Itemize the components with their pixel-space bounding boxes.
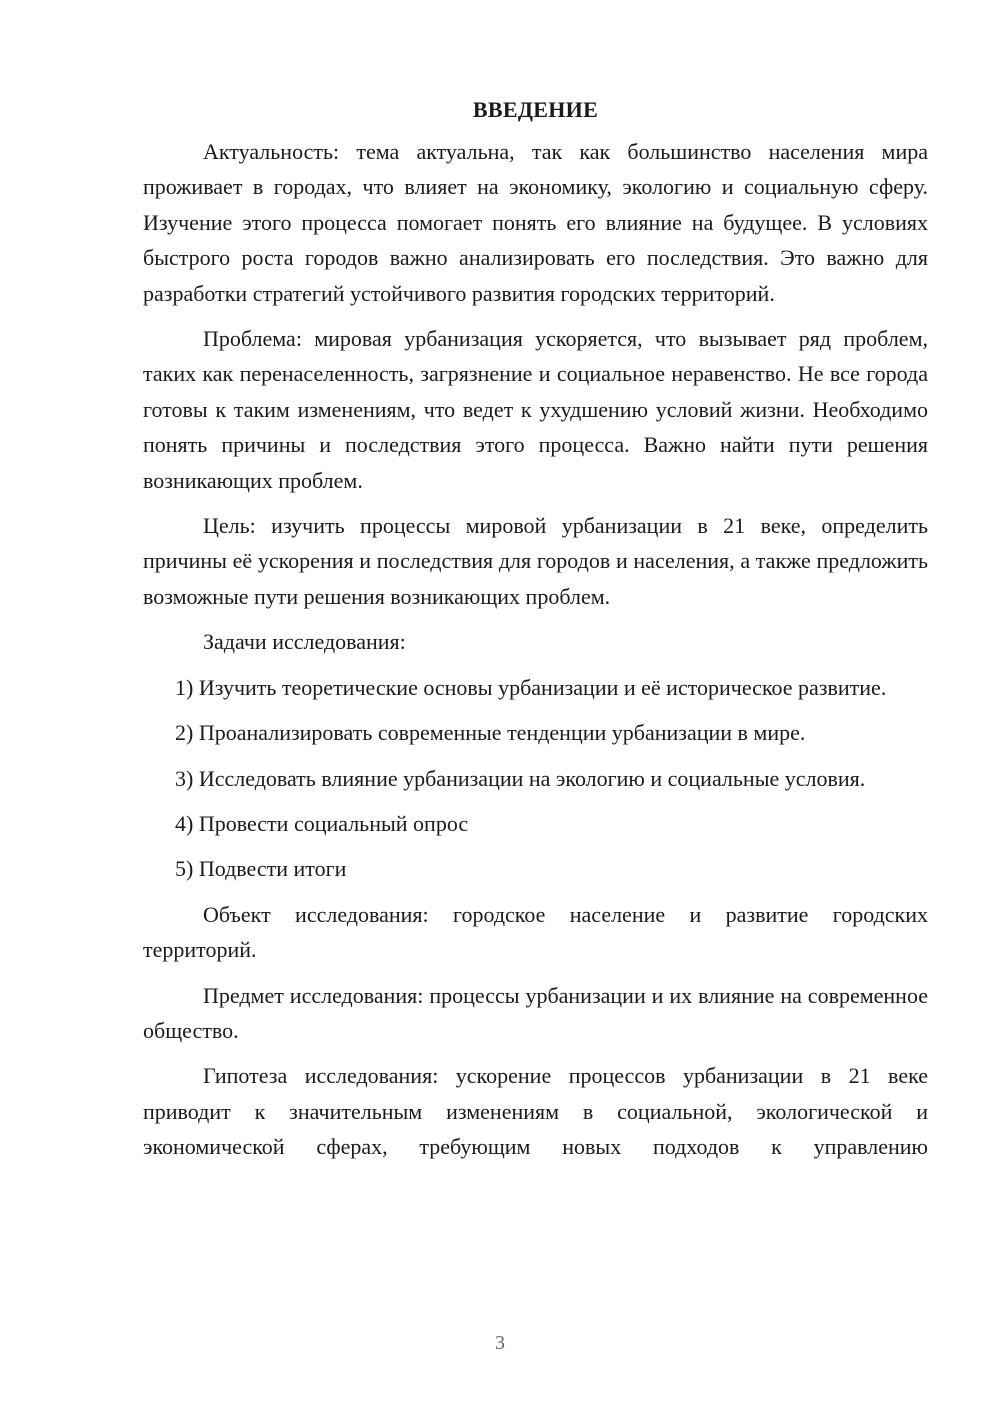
object-paragraph: Объект исследования: городское население и развитие городских территорий. (143, 901, 928, 963)
hypothesis-paragraph: Гипотеза исследования: ускорение процессов урбанизации в 21 веке приводит к значительным изменениям в социальной, экологической и экономической сферах, требующим новых подходов к управлению (143, 1063, 928, 1160)
list-item: 5) Подвести итоги (175, 856, 347, 882)
goal-paragraph: Цель: изучить процессы мировой урбанизации в 21 веке, определить причины её ускорения и последствия для городов и населения, а также предложить возможные пути решения возникающих проблем. (143, 513, 928, 609)
problem-paragraph: Проблема: мировая урбанизация ускоряется, что вызывает ряд проблем, таких как перенаселенность, загрязнение и социальное неравенство. Не все города готовы к таким изменениям, что ведет к ухудшению условий жизни. Необходимо понять причины и последствия этого процесса. Важно найти пути решения возникающих проблем. (143, 326, 928, 493)
list-item: 1) Изучить теоретические основы урбанизации и её историческое развитие. (175, 674, 887, 700)
list-item: 3) Исследовать влияние урбанизации на экологию и социальные условия. (175, 765, 866, 791)
section-heading: ВВЕДЕНИЕ (472, 97, 599, 122)
document-page (143, 92, 928, 1175)
list-item: 4) Провести социальный опрос (175, 810, 469, 836)
relevance-paragraph: Актуальность: тема актуальна, так как большинство населения мира проживает в городах, что влияет на экономику, экологию и социальную сферу. Изучение этого процесса помогает понять его влияние на будущее. В условиях быстрого роста городов важно анализировать его последствия. Это важно для разработки стратегий устойчивого развития городских территорий. (143, 139, 928, 306)
list-item: 2) Проанализировать современные тенденции урбанизации в мире. (175, 720, 806, 746)
tasks-list (143, 670, 928, 887)
subject-paragraph: Предмет исследования: процессы урбанизации и их влияние на современное общество. (143, 982, 928, 1043)
tasks-title: Задачи исследования: (203, 629, 406, 655)
page-number: 3 (495, 1332, 505, 1354)
